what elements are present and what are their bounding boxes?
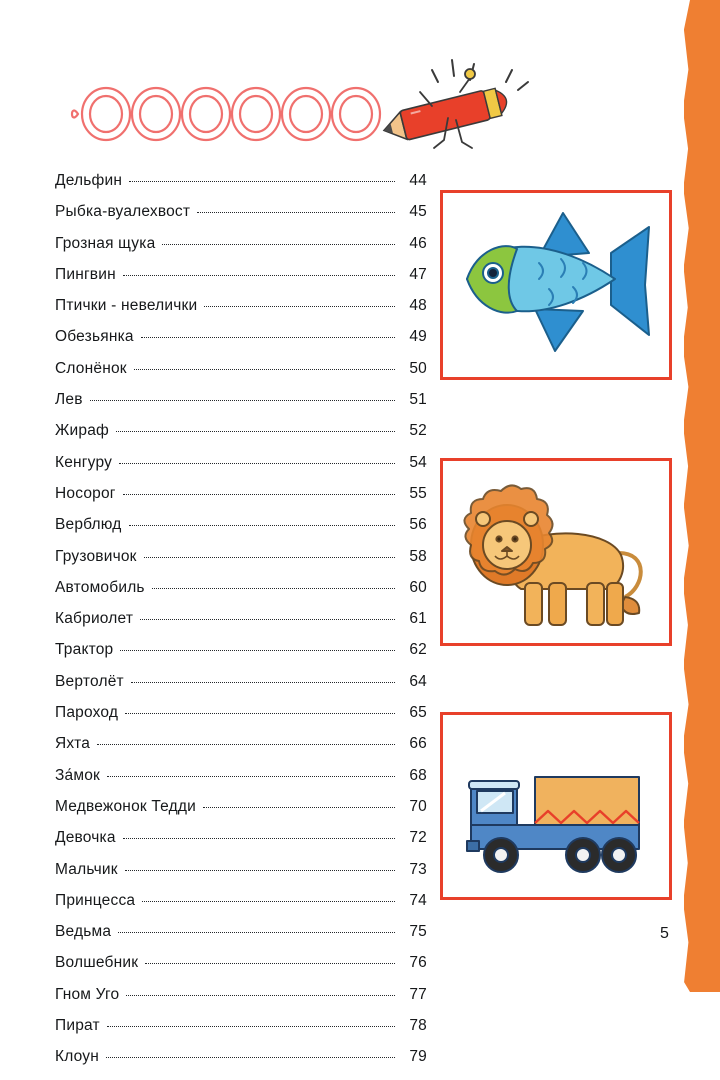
toc-page-number: 49 <box>409 328 427 346</box>
toc-title: Мальчик <box>55 860 118 878</box>
toc-row[interactable] <box>55 892 427 923</box>
toc-leader-dots <box>125 870 395 871</box>
toc-title: Волшебник <box>55 954 139 972</box>
toc-leader-dots <box>152 588 395 589</box>
toc-title: За́мок <box>55 766 101 784</box>
toc-leader-dots <box>197 212 395 213</box>
toc-page-number: 62 <box>409 641 427 659</box>
toc-title: Слонёнок <box>55 359 127 377</box>
toc-title: Пароход <box>55 704 119 722</box>
toc-leader-dots <box>142 901 395 902</box>
toc-leader-dots <box>120 650 395 651</box>
pencil-with-spiral-scribble-doodle <box>60 52 720 162</box>
toc-row[interactable] <box>55 798 427 829</box>
toc-row[interactable] <box>55 704 427 735</box>
toc-page-number: 66 <box>409 735 427 753</box>
toc-leader-dots <box>123 494 395 495</box>
toc-page-number: 72 <box>409 829 427 847</box>
toc-title: Ведьма <box>55 923 112 941</box>
toc-title: Вертолёт <box>55 672 124 690</box>
toc-page-number: 65 <box>409 704 427 722</box>
toc-title: Грозная щука <box>55 234 156 252</box>
toc-title: Рыбка-вуалехвост <box>55 203 191 221</box>
toc-leader-dots <box>145 963 395 964</box>
toc-leader-dots <box>90 400 395 401</box>
toc-leader-dots <box>141 337 395 338</box>
toc-page-number: 47 <box>409 265 427 283</box>
toc-row[interactable] <box>55 1017 427 1048</box>
toc-title: Трактор <box>55 641 114 659</box>
toc-row[interactable] <box>55 923 427 954</box>
toc-row[interactable] <box>55 861 427 892</box>
toc-row[interactable] <box>55 235 427 266</box>
toc-row[interactable] <box>55 673 427 704</box>
toc-page-number: 75 <box>409 923 427 941</box>
toc-page-number: 74 <box>409 891 427 909</box>
toc-row[interactable] <box>55 1048 427 1079</box>
toc-row[interactable] <box>55 422 427 453</box>
toc-title: Лев <box>55 391 83 409</box>
toc-row[interactable] <box>55 548 427 579</box>
toc-page-number: 60 <box>409 578 427 596</box>
toc-row[interactable] <box>55 829 427 860</box>
toc-title: Принцесса <box>55 891 136 909</box>
toc-row[interactable] <box>55 485 427 516</box>
toc-row[interactable] <box>55 516 427 547</box>
toc-leader-dots <box>204 306 395 307</box>
toc-page-number: 61 <box>409 610 427 628</box>
toc-leader-dots <box>123 275 395 276</box>
toc-row[interactable] <box>55 735 427 766</box>
toc-title: Грузовичок <box>55 547 137 565</box>
truck-illustration <box>440 712 672 900</box>
toc-leader-dots <box>129 525 395 526</box>
toc-page-number: 73 <box>409 860 427 878</box>
toc-page-number: 44 <box>409 172 427 189</box>
toc-page-number: 48 <box>409 297 427 315</box>
toc-leader-dots <box>107 776 395 777</box>
toc-page-number: 79 <box>409 1048 427 1066</box>
toc-title: Обезьянка <box>55 328 134 346</box>
toc-leader-dots <box>106 1057 395 1058</box>
fish-illustration <box>440 190 672 380</box>
toc-leader-dots <box>144 557 395 558</box>
toc-page-number: 50 <box>409 359 427 377</box>
toc-page-number: 78 <box>409 1017 427 1035</box>
toc-title: Гном Уго <box>55 985 120 1003</box>
toc-page-number: 76 <box>409 954 427 972</box>
toc-leader-dots <box>118 932 395 933</box>
toc-title: Птички - невелички <box>55 297 198 315</box>
toc-leader-dots <box>123 838 395 839</box>
toc-leader-dots <box>126 995 395 996</box>
toc-page-number: 51 <box>409 391 427 409</box>
toc-page-number: 68 <box>409 766 427 784</box>
toc-row[interactable] <box>55 297 427 328</box>
toc-row[interactable] <box>55 454 427 485</box>
toc-page-number: 64 <box>409 672 427 690</box>
toc-title: Жираф <box>55 422 109 440</box>
toc-row[interactable] <box>55 767 427 798</box>
toc-title: Пингвин <box>55 265 116 283</box>
toc-page-number: 77 <box>409 985 427 1003</box>
toc-title: Клоун <box>55 1048 100 1066</box>
toc-leader-dots <box>203 807 395 808</box>
toc-leader-dots <box>129 181 395 182</box>
toc-row[interactable] <box>55 986 427 1017</box>
toc-title: Яхта <box>55 735 91 753</box>
toc-row[interactable] <box>55 954 427 985</box>
toc-title: Кенгуру <box>55 453 113 471</box>
toc-row[interactable] <box>55 391 427 422</box>
toc-leader-dots <box>97 744 395 745</box>
toc-title: Автомобиль <box>55 578 145 596</box>
toc-page-number: 70 <box>409 797 427 815</box>
toc-leader-dots <box>140 619 395 620</box>
toc-row[interactable] <box>55 579 427 610</box>
toc-leader-dots <box>119 463 395 464</box>
toc-leader-dots <box>162 244 395 245</box>
toc-row[interactable] <box>55 328 427 359</box>
toc-page-number: 55 <box>409 484 427 502</box>
toc-page-number: 45 <box>409 203 427 221</box>
page-number: 5 <box>660 925 669 942</box>
toc-title: Кабриолет <box>55 610 134 628</box>
toc-row[interactable] <box>55 610 427 641</box>
toc-row[interactable] <box>55 266 427 297</box>
toc-title: Медвежонок Тедди <box>55 797 196 815</box>
toc-leader-dots <box>134 369 395 370</box>
toc-page-number: 56 <box>409 516 427 534</box>
toc-title: Девочка <box>55 829 116 847</box>
toc-row[interactable] <box>55 360 427 391</box>
toc-title: Верблюд <box>55 516 122 534</box>
toc-title: Дельфин <box>55 172 123 189</box>
toc-leader-dots <box>107 1026 395 1027</box>
toc-page-number: 54 <box>409 453 427 471</box>
table-of-contents <box>55 172 427 1080</box>
toc-page-number: 52 <box>409 422 427 440</box>
toc-leader-dots <box>131 682 395 683</box>
toc-leader-dots <box>125 713 395 714</box>
toc-row[interactable] <box>55 172 427 203</box>
toc-title: Носорог <box>55 484 116 502</box>
toc-row[interactable] <box>55 641 427 672</box>
lion-illustration <box>440 458 672 646</box>
toc-row[interactable] <box>55 203 427 234</box>
toc-page-number: 46 <box>409 234 427 252</box>
toc-page-number: 58 <box>409 547 427 565</box>
toc-leader-dots <box>116 431 395 432</box>
toc-title: Пират <box>55 1017 100 1035</box>
